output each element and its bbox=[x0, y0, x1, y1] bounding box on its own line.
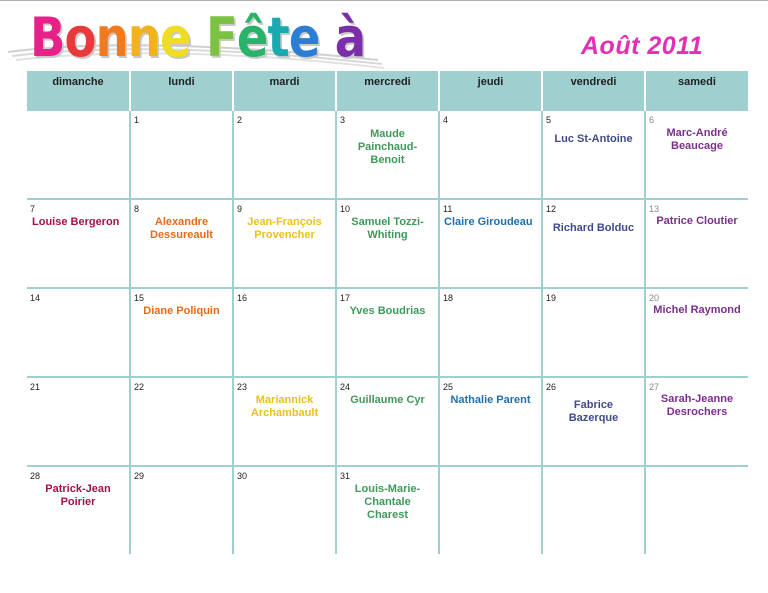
day-number: 3 bbox=[340, 115, 346, 125]
week-row bbox=[27, 377, 748, 466]
weekday-label: mercredi bbox=[364, 76, 411, 88]
day-number: 17 bbox=[340, 293, 351, 303]
name-day-entry: Louise Bergeron bbox=[32, 216, 120, 228]
name-day-entry: Patrice Cloutier bbox=[656, 215, 738, 227]
title-letter: B bbox=[30, 6, 65, 69]
name-day-entry: Maude Painchaud-Benoit bbox=[357, 128, 418, 166]
page-title bbox=[30, 6, 365, 70]
name-day-entry: Yves Boudrias bbox=[349, 305, 426, 317]
day-number: 30 bbox=[237, 471, 248, 481]
week-row bbox=[27, 466, 748, 554]
day-number: 2 bbox=[237, 115, 243, 125]
title-letter bbox=[319, 6, 334, 70]
day-number: 20 bbox=[649, 293, 660, 303]
title-letter bbox=[191, 6, 206, 70]
day-cell bbox=[645, 199, 748, 288]
week-row bbox=[27, 111, 748, 199]
day-number: 24 bbox=[340, 382, 351, 392]
name-day-entry: Nathalie Parent bbox=[450, 394, 531, 406]
day-number: 9 bbox=[237, 204, 243, 214]
name-day-entry: Jean-François Provencher bbox=[247, 216, 322, 241]
day-number: 13 bbox=[649, 204, 660, 214]
weekday-label: dimanche bbox=[52, 76, 104, 88]
title-letter: F bbox=[205, 6, 237, 69]
title-letter: ê bbox=[236, 6, 268, 69]
day-cell bbox=[233, 199, 336, 288]
day-cell bbox=[130, 288, 233, 377]
day-number: 18 bbox=[443, 293, 454, 303]
weekday-header-mardi bbox=[233, 71, 336, 111]
day-number: 31 bbox=[340, 471, 351, 481]
day-cell bbox=[233, 377, 336, 466]
day-cell bbox=[439, 288, 542, 377]
day-cell bbox=[336, 288, 439, 377]
day-cell bbox=[439, 199, 542, 288]
title-letter: o bbox=[64, 6, 96, 69]
day-cell bbox=[27, 111, 130, 199]
week-row bbox=[27, 199, 748, 288]
day-cell bbox=[130, 377, 233, 466]
day-cell bbox=[439, 377, 542, 466]
day-cell bbox=[233, 111, 336, 199]
calendar-grid bbox=[27, 71, 748, 554]
weekday-header-dimanche bbox=[27, 71, 130, 111]
name-day-entry: Diane Poliquin bbox=[143, 305, 220, 317]
top-rule bbox=[0, 0, 768, 1]
day-number: 5 bbox=[546, 115, 552, 125]
day-cell bbox=[645, 466, 748, 554]
day-number: 22 bbox=[134, 382, 145, 392]
day-cell bbox=[130, 199, 233, 288]
weekday-label: jeudi bbox=[477, 76, 504, 88]
day-cell bbox=[542, 466, 645, 554]
name-day-entry: Michel Raymond bbox=[653, 304, 741, 316]
name-day-entry: Patrick-Jean Poirier bbox=[45, 483, 111, 508]
day-number: 25 bbox=[443, 382, 454, 392]
day-number: 16 bbox=[237, 293, 248, 303]
day-cell bbox=[439, 466, 542, 554]
day-cell bbox=[233, 466, 336, 554]
day-number: 15 bbox=[134, 293, 145, 303]
weekday-header-lundi bbox=[130, 71, 233, 111]
month-label: Août 2011 bbox=[581, 32, 704, 60]
day-cell bbox=[336, 111, 439, 199]
day-cell bbox=[27, 288, 130, 377]
day-cell bbox=[542, 377, 645, 466]
weekday-header-mercredi bbox=[336, 71, 439, 111]
name-day-entry: Mariannick Archambault bbox=[250, 394, 319, 419]
day-number: 23 bbox=[237, 382, 248, 392]
weekday-header-samedi bbox=[645, 71, 748, 111]
day-cell bbox=[542, 288, 645, 377]
name-day-entry: Luc St-Antoine bbox=[554, 133, 633, 145]
name-day-entry: Fabrice Bazerque bbox=[568, 399, 619, 424]
name-day-entry: Sarah-Jeanne Desrochers bbox=[660, 393, 734, 418]
weekday-header-jeudi bbox=[439, 71, 542, 111]
day-cell bbox=[542, 199, 645, 288]
title-letter: e bbox=[160, 6, 191, 69]
weekday-label: samedi bbox=[678, 76, 716, 88]
name-day-entry: Marc-André Beaucage bbox=[666, 127, 728, 152]
day-cell bbox=[130, 466, 233, 554]
day-number: 28 bbox=[30, 471, 41, 481]
day-cell bbox=[439, 111, 542, 199]
day-number: 27 bbox=[649, 382, 660, 392]
day-number: 1 bbox=[134, 115, 140, 125]
day-cell bbox=[645, 111, 748, 199]
day-cell bbox=[336, 466, 439, 554]
name-day-entry: Claire Giroudeau bbox=[444, 216, 533, 228]
day-number: 26 bbox=[546, 382, 557, 392]
day-number: 7 bbox=[30, 204, 36, 214]
weekday-header-row bbox=[27, 71, 748, 111]
weekday-label: mardi bbox=[269, 76, 300, 88]
day-cell bbox=[645, 288, 748, 377]
day-cell bbox=[336, 199, 439, 288]
name-day-entry: Alexandre Dessureault bbox=[150, 216, 213, 241]
day-cell bbox=[645, 377, 748, 466]
week-row bbox=[27, 288, 748, 377]
title-letter: à bbox=[334, 6, 366, 69]
title-letter: n bbox=[95, 6, 128, 69]
day-cell bbox=[542, 111, 645, 199]
day-cell bbox=[130, 111, 233, 199]
day-cell bbox=[27, 199, 130, 288]
day-number: 29 bbox=[134, 471, 145, 481]
title-letter: e bbox=[288, 6, 320, 69]
day-cell bbox=[336, 377, 439, 466]
name-day-entry: Guillaume Cyr bbox=[350, 394, 425, 406]
name-day-entry: Louis-Marie-Chantale Charest bbox=[354, 483, 421, 521]
day-number: 12 bbox=[546, 204, 557, 214]
day-number: 19 bbox=[546, 293, 557, 303]
name-day-entry: Samuel Tozzi-Whiting bbox=[351, 216, 424, 241]
weekday-header-vendredi bbox=[542, 71, 645, 111]
day-number: 4 bbox=[443, 115, 449, 125]
day-cell bbox=[27, 466, 130, 554]
name-day-entry: Richard Bolduc bbox=[552, 222, 635, 234]
day-cell bbox=[27, 377, 130, 466]
title-letter: n bbox=[127, 6, 161, 69]
weekday-label: lundi bbox=[168, 76, 195, 88]
weekday-label: vendredi bbox=[570, 76, 617, 88]
day-number: 14 bbox=[30, 293, 41, 303]
title-letter: t bbox=[267, 6, 289, 69]
day-cell bbox=[233, 288, 336, 377]
day-number: 21 bbox=[30, 382, 41, 392]
day-number: 11 bbox=[443, 204, 453, 214]
day-number: 6 bbox=[649, 115, 655, 125]
day-number: 10 bbox=[340, 204, 351, 214]
day-number: 8 bbox=[134, 204, 140, 214]
